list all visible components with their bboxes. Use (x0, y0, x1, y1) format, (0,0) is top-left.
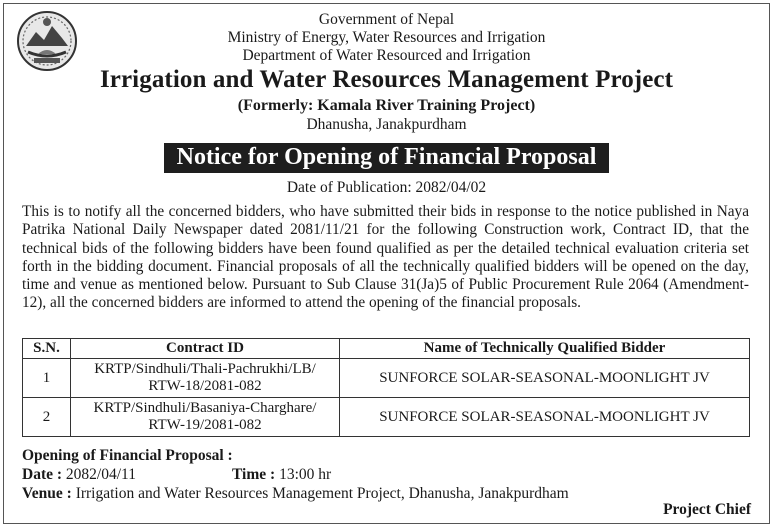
row-bidder: SUNFORCE SOLAR-SEASONAL-MOONLIGHT JV (340, 359, 750, 398)
header-sn: S.N. (23, 339, 71, 359)
government-name: Government of Nepal (318, 11, 455, 28)
notice-body: This is to notify all the concerned bidders, who have submitted their bids in response to the notice published in Naya Patrika National Daily Newspaper dated 2081/11/21 for the following Construction work, Contract ID, that the technical bids of the following bidders have been found qualified as per the detailed technical evaluation criteria set forth in the bidding document. Financial proposals of all the technically qualified bidders will be opened on the day, time and venue as mentioned below. Pursuant to Sub Clause 31(Ja)5 of Public Procurement Rule 2064 (Amendment-12), all the concerned bidders are informed to attend the opening of the financial proposals. (22, 203, 749, 312)
notice-banner (0, 143, 773, 173)
row-bidder: SUNFORCE SOLAR-SEASONAL-MOONLIGHT JV (340, 398, 750, 437)
location: Dhanusha, Janakpurdham (306, 116, 467, 133)
opening-date (22, 466, 136, 484)
row-sn: 2 (23, 398, 71, 437)
opening-date-label: Date : (22, 466, 63, 483)
contract-id-line: KRTP/Sindhuli/Thali-Pachrukhi/LB/ (94, 361, 316, 377)
opening-time (232, 466, 331, 484)
opening-date-value: 2082/04/11 (65, 466, 136, 483)
header-bidder: Name of Technically Qualified Bidder (340, 339, 750, 359)
project-title: Irrigation and Water Resources Management Project (99, 66, 674, 93)
bidders-table (22, 338, 750, 437)
notice-title: Notice for Opening of Financial Proposal (164, 143, 610, 173)
table-row (23, 398, 750, 437)
table-row (23, 359, 750, 398)
opening-time-label: Time : (232, 466, 276, 483)
opening-time-value: 13:00 hr (279, 466, 332, 483)
contract-id-line: RTW-18/2081-082 (148, 378, 262, 394)
publication-date: Date of Publication: 2082/04/02 (286, 179, 487, 196)
opening-venue-label: Venue : (22, 485, 72, 502)
row-contract-id (71, 398, 340, 437)
row-contract-id (71, 359, 340, 398)
opening-title: Opening of Financial Proposal : (22, 447, 233, 464)
opening-venue (22, 485, 569, 503)
header-contract-id: Contract ID (71, 339, 340, 359)
opening-venue-value: Irrigation and Water Resources Management Project, Dhanusha, Janakpurdham (75, 485, 569, 502)
contract-id-line: KRTP/Sindhuli/Basaniya-Charghare/ (93, 400, 317, 416)
contract-id-line: RTW-19/2081-082 (148, 417, 262, 433)
former-project-name: (Formerly: Kamala River Training Project) (237, 97, 536, 114)
signatory: Project Chief (663, 501, 751, 518)
department-name: Department of Water Resourced and Irrigation (242, 47, 531, 64)
table-header-row (23, 339, 750, 359)
ministry-name: Ministry of Energy, Water Resources and Irrigation (227, 29, 546, 46)
row-sn: 1 (23, 359, 71, 398)
